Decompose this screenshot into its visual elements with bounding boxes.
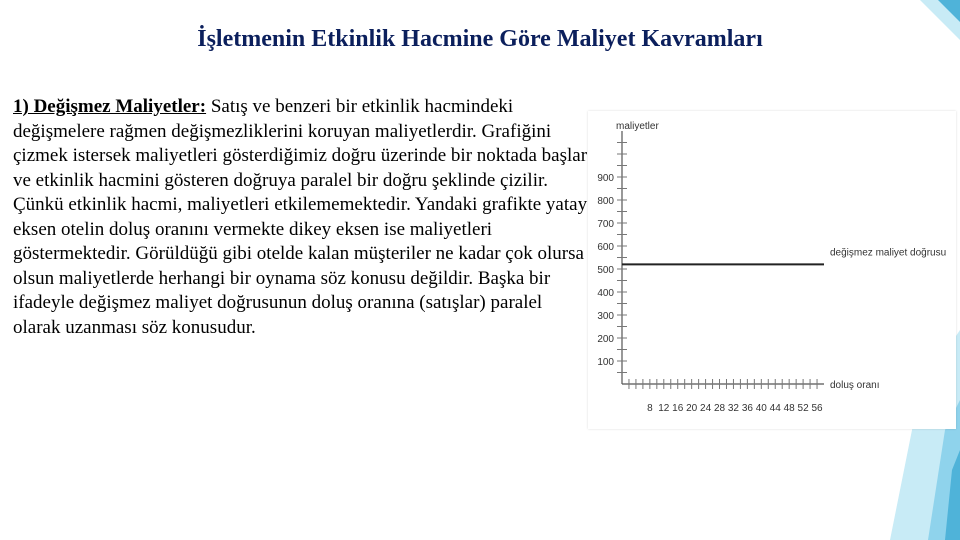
y-tick-label: 300 (597, 311, 614, 322)
y-tick-label: 500 (597, 265, 614, 276)
y-axis-label: maliyetler (616, 121, 659, 132)
y-tick-label: 100 (597, 357, 614, 368)
x-tick-label: 32 (727, 403, 740, 414)
x-tick-label: 48 (783, 403, 795, 414)
x-axis-label: doluş oranı (830, 380, 880, 391)
y-tick-label: 600 (597, 242, 614, 253)
series-label: değişmez maliyet doğrusu (830, 247, 947, 259)
x-tick-label: 40 (755, 403, 767, 414)
y-tick-label: 900 (597, 173, 614, 184)
x-tick-label: 8 (647, 403, 653, 414)
x-tick-label: 12 (658, 403, 670, 414)
y-tick-label: 400 (597, 288, 614, 299)
x-tick-label: 36 (741, 403, 753, 414)
y-tick-label: 700 (597, 219, 614, 230)
paragraph-text: Satış ve benzeri bir etkinlik hacmindeki değişmelere rağmen değişmezliklerini koruyan maliyetlerdir. Grafiğini çizmek istersek maliyetleri gösterdiğimiz doğru üzerinde bir noktada başlar ve etkinlik hacmini gösteren doğruya paralel bir doğru şeklinde çizilir. Çünkü etkinlik hacmi, maliyetleri etkilememektedir. Yandaki grafikte yatay eksen otelin doluş oranını vermekte dikey eksen ise maliyetleri göstermektedir. Görüldüğü gibi otelde kalan müşteriler ne kadar çok olursa olsun maliyetlerde herhangi bir oynama söz konusu değildir. Başka bir ifadeyle değişmez maliyet doğrusunun doluş oranına (satışlar) paralel olarak uzanması söz konusudur. (13, 96, 588, 338)
x-tick-label: 24 (700, 403, 712, 414)
paragraph-term: 1) Değişmez Maliyetler: (13, 96, 207, 117)
chart-svg (588, 111, 956, 429)
x-tick-label: 44 (769, 403, 781, 414)
y-tick-label: 200 (597, 334, 614, 345)
x-tick-label: 28 (713, 403, 726, 414)
y-tick-label: 800 (597, 196, 614, 207)
slide-title: İşletmenin Etkinlik Hacmine Göre Maliyet Kavramları (197, 26, 763, 52)
x-tick-label: 16 (672, 403, 684, 414)
x-tick-label: 56 (811, 403, 823, 414)
fixed-cost-chart (588, 111, 956, 429)
x-tick-label: 20 (686, 403, 698, 414)
x-tick-label: 52 (797, 403, 809, 414)
body-paragraph (13, 95, 588, 340)
